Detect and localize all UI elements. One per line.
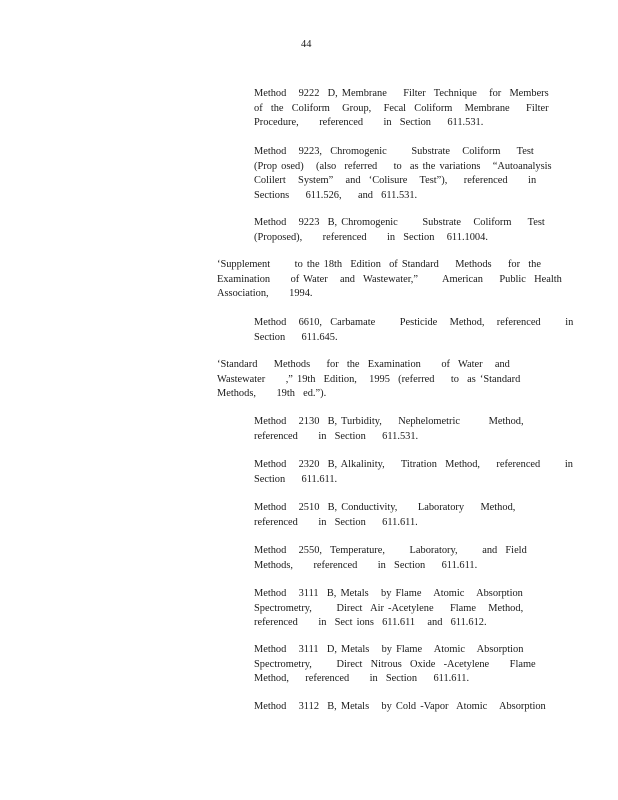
entry-line: Methods, 19th ed.”).	[217, 388, 327, 400]
entry-line: Spectrometry, Direct Nitrous Oxide -Acetylene Flame	[254, 658, 536, 670]
entry-line: Section 611.611.	[254, 473, 338, 485]
entry-line: (Prop osed) (also referred to as the variations “Autoanalysis	[254, 160, 552, 172]
method-9222-d-entry	[254, 87, 549, 131]
entry-line: Colilert System” and ‘Colisure Test”), referenced in	[254, 175, 537, 187]
entry-line: Sections 611.526, and 611.531.	[254, 189, 418, 201]
entry-line: Method 2510 B, Conductivity, Laboratory Method,	[254, 502, 516, 513]
method-6610-entry	[254, 316, 574, 345]
entry-line: Method 2550, Temperature, Laboratory, and Field	[254, 545, 527, 556]
method-2550-entry	[254, 544, 527, 573]
entry-line: Method, referenced in Section 611.611.	[254, 673, 470, 685]
method-9223-b-entry	[254, 216, 545, 245]
entry-line: Method 3112 B, Metals by Cold -Vapor Atomic Absorption	[254, 701, 546, 712]
method-9223-entry	[254, 145, 552, 203]
entry-line: Method 9223 B, Chromogenic Substrate Coliform Test	[254, 217, 545, 228]
entry-line: Method 2320 B, Alkalinity, Titration Method, referenced in	[254, 459, 573, 470]
entry-line: referenced in Section 611.611.	[254, 516, 418, 528]
entry-line: Method 9223, Chromogenic Substrate Coliform Test	[254, 146, 534, 157]
entry-line: Association, 1994.	[217, 288, 313, 300]
entry-line: referenced in Sect ions 611.611 and 611.612.	[254, 617, 487, 629]
method-3111-d-entry	[254, 643, 536, 687]
entry-line: Method 3111 B, Metals by Flame Atomic Absorption	[254, 588, 523, 599]
method-2130-b-entry	[254, 415, 524, 444]
entry-line: Procedure, referenced in Section 611.531.	[254, 117, 484, 129]
method-3112-b-entry	[254, 700, 546, 715]
entry-line: Methods, referenced in Section 611.611.	[254, 559, 478, 571]
entry-line: referenced in Section 611.531.	[254, 430, 419, 442]
method-2510-b-entry	[254, 501, 516, 530]
entry-line: Method 6610, Carbamate Pesticide Method, referenced in	[254, 317, 574, 328]
standard-methods-19th-edition-reference	[217, 358, 521, 402]
entry-line: Wastewater ,” 19th Edition, 1995 (referred to as ‘Standard	[217, 373, 521, 385]
entry-line: of the Coliform Group, Fecal Coliform Membrane Filter	[254, 102, 549, 114]
entry-line: Method 2130 B, Turbidity, Nephelometric Method,	[254, 416, 524, 427]
entry-line: ‘Standard Methods for the Examination of Water and	[217, 359, 510, 370]
entry-line: (Proposed), referenced in Section 611.1004.	[254, 231, 488, 243]
entry-line: Method 3111 D, Metals by Flame Atomic Absorption	[254, 644, 524, 655]
entry-line: ‘Supplement to the 18th Edition of Standard Methods for the	[217, 259, 541, 270]
method-3111-b-entry	[254, 587, 524, 631]
page-number: 44	[301, 39, 312, 50]
entry-line: Method 9222 D, Membrane Filter Technique for Members	[254, 88, 549, 99]
entry-line: Spectrometry, Direct Air -Acetylene Flame Method,	[254, 602, 524, 614]
entry-line: Examination of Water and Wastewater,” American Public Health	[217, 273, 562, 285]
supplement-18th-edition-reference	[217, 258, 562, 302]
entry-line: Section 611.645.	[254, 331, 338, 343]
method-2320-b-entry	[254, 458, 573, 487]
